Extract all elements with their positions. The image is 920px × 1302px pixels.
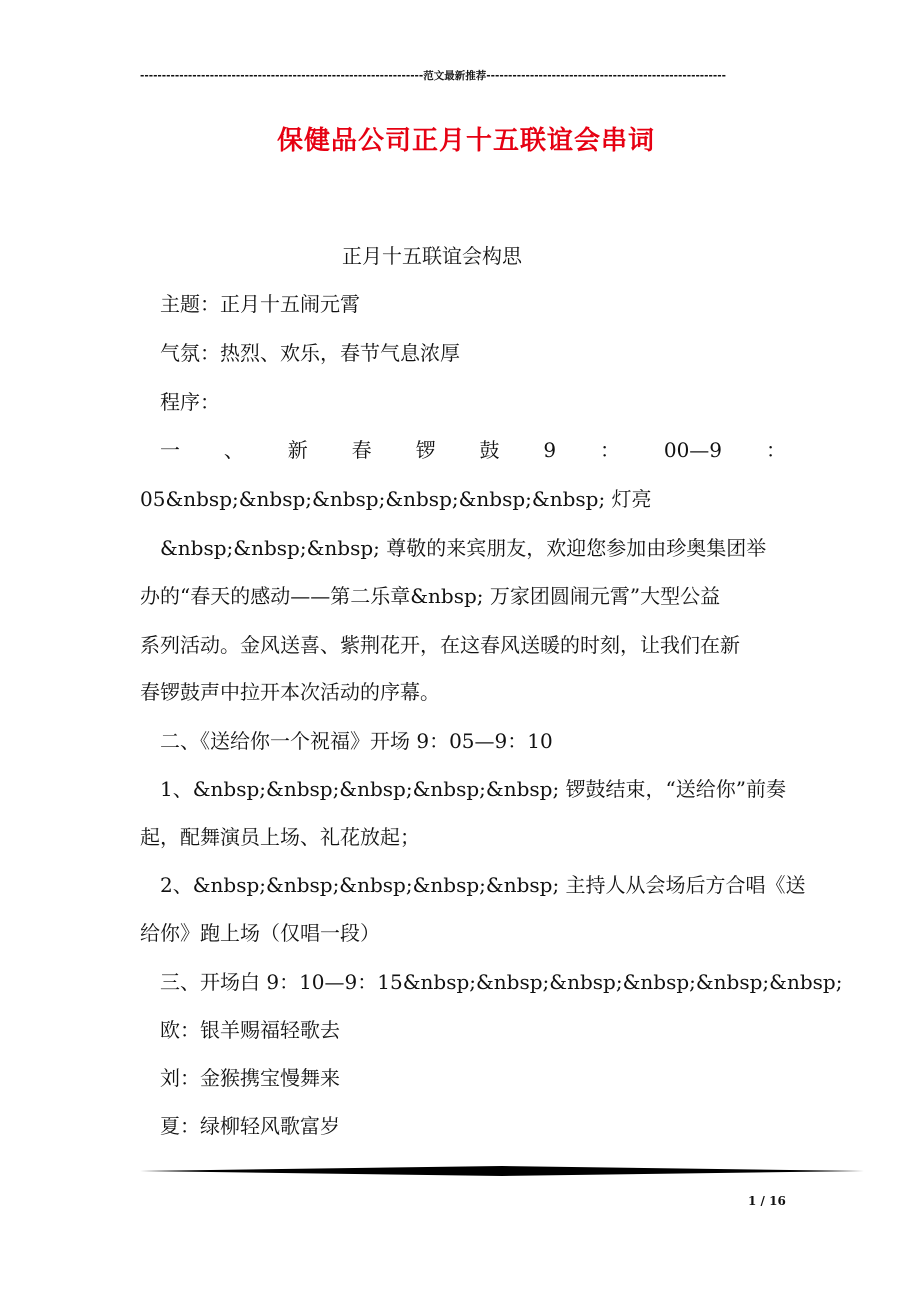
item3-heading: 三、开场白 9：10—9：15&nbsp;&nbsp;&nbsp;&nbsp;&nbsp;&nbsp; (160, 970, 843, 994)
item1-part: 春 (351, 438, 372, 462)
atmosphere-line: 气氛：热烈、欢乐，春节气息浓厚 (160, 341, 460, 365)
dialogue-line-ou: 欧：银羊赐福轻歌去 (160, 1018, 340, 1042)
item1-part: 锣 (415, 438, 436, 462)
page-number: 1 / 16 (748, 1194, 786, 1208)
item1-part: ： (765, 438, 786, 462)
item2-2-line1: 2、&nbsp;&nbsp;&nbsp;&nbsp;&nbsp; 主持人从会场后方合唱《送 (160, 873, 806, 897)
theme-line: 主题：正月十五闹元霄 (160, 292, 360, 316)
item1-heading (160, 436, 786, 464)
item1-part: 新 (287, 438, 308, 462)
item1-part: 、 (223, 438, 244, 462)
item1-part: 00—9 (663, 438, 723, 462)
paragraph1-line4: 春锣鼓声中拉开本次活动的序幕。 (140, 680, 440, 704)
item1-continuation: 05&nbsp;&nbsp;&nbsp;&nbsp;&nbsp;&nbsp; 灯亮 (140, 487, 652, 511)
paragraph1-line1: &nbsp;&nbsp;&nbsp; 尊敬的来宾朋友，欢迎您参加由珍奥集团举 (160, 536, 767, 560)
item2-1-line1: 1、&nbsp;&nbsp;&nbsp;&nbsp;&nbsp; 锣鼓结束，“送给你”前奏 (160, 777, 786, 801)
document-subtitle: 正月十五联谊会构思 (342, 244, 522, 268)
footer-divider (140, 1164, 864, 1178)
dialogue-line-liu: 刘：金猴携宝慢舞来 (160, 1066, 340, 1090)
item1-part: 鼓 (479, 438, 500, 462)
item1-part: 9 (543, 438, 557, 462)
document-title: 保健品公司正月十五联谊会串词 (276, 126, 655, 156)
program-label: 程序： (160, 390, 220, 414)
item1-part: 一 (160, 438, 180, 462)
item2-heading: 二、《送给你一个祝福》开场 9：05—9：10 (160, 729, 553, 753)
item2-1-line2: 起，配舞演员上场、礼花放起； (140, 825, 420, 849)
paragraph1-line3: 系列活动。金风送喜、紫荆花开，在这春风送暖的时刻，让我们在新 (140, 633, 740, 657)
item1-part: ： (599, 438, 620, 462)
dialogue-line-xia: 夏：绿柳轻风歌富岁 (160, 1114, 340, 1138)
header-rule: -----------------------------------------------------------------范文最新推荐------------------------------------------------------- (140, 70, 726, 82)
item2-2-line2: 给你》跑上场（仅唱一段） (140, 921, 380, 945)
paragraph1-line2: 办的“春天的感动——第二乐章&nbsp; 万家团圆闹元霄”大型公益 (140, 584, 721, 608)
